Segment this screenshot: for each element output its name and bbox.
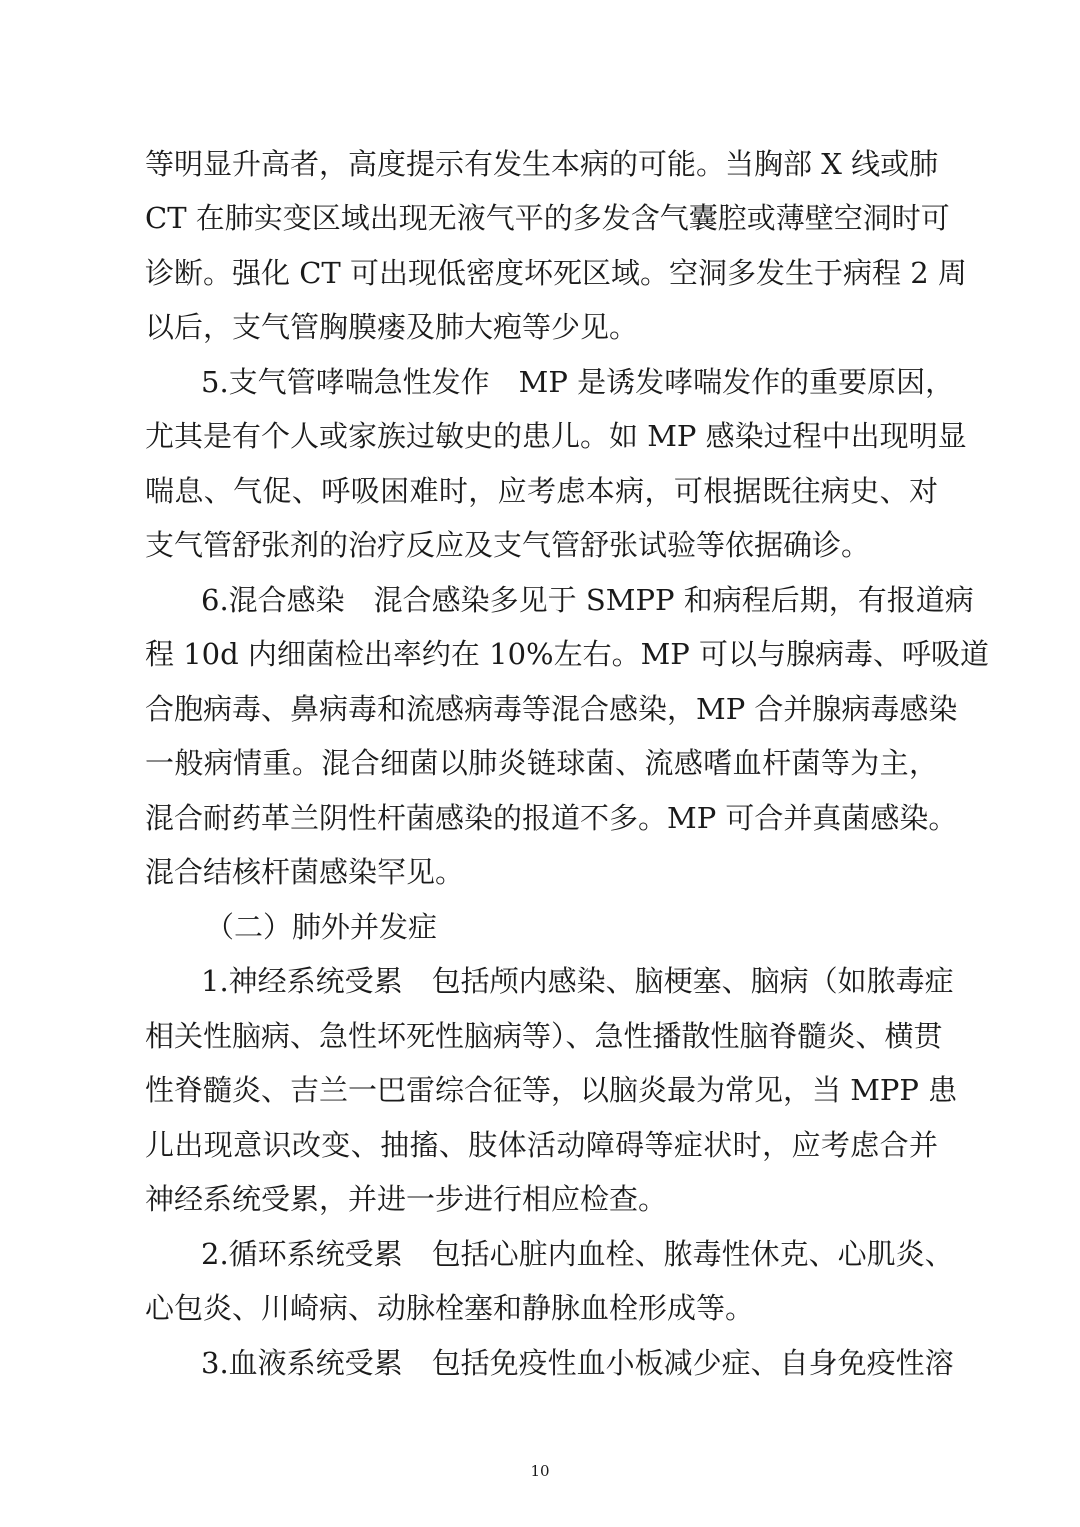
text-line: 诊断。强化 CT 可出现低密度坏死区域。空洞多发生于病程 2 周	[145, 256, 967, 290]
text-line: 神经系统受累，并进一步进行相应检查。	[145, 1182, 668, 1216]
text-line: 2.循环系统受累 包括心脏内血栓、脓毒性休克、心肌炎、	[201, 1237, 954, 1271]
text-line: 相关性脑病、急性坏死性脑病等）、急性播散性脑脊髓炎、横贯	[145, 1019, 943, 1053]
text-line: 儿出现意识改变、抽搐、肢体活动障碍等症状时，应考虑合并	[145, 1128, 938, 1162]
text-line: 1.神经系统受累 包括颅内感染、脑梗塞、脑病（如脓毒症	[201, 964, 954, 998]
text-line: 混合结核杆菌感染罕见。	[145, 855, 465, 889]
text-line: 心包炎、川崎病、动脉栓塞和静脉血栓形成等。	[145, 1291, 755, 1325]
text-line: 支气管舒张剂的治疗反应及支气管舒张试验等依据确诊。	[145, 528, 871, 562]
text-line: 6.混合感染 混合感染多见于 SMPP 和病程后期，有报道病	[201, 583, 974, 617]
text-line: 等明显升高者，高度提示有发生本病的可能。当胸部 X 线或肺	[145, 147, 939, 181]
text-line: 尤其是有个人或家族过敏史的患儿。如 MP 感染过程中出现明显	[145, 419, 967, 453]
text-line: 喘息、气促、呼吸困难时，应考虑本病，可根据既往病史、对	[145, 474, 938, 508]
text-line: 3.血液系统受累 包括免疫性血小板减少症、自身免疫性溶	[201, 1346, 954, 1380]
text-line: 程 10d 内细菌检出率约在 10%左右。MP 可以与腺病毒、呼吸道	[145, 637, 990, 671]
text-line: 混合耐药革兰阴性杆菌感染的报道不多。MP 可合并真菌感染。	[145, 801, 958, 835]
text-line: 合胞病毒、鼻病毒和流感病毒等混合感染，MP 合并腺病毒感染	[145, 692, 958, 726]
text-line: 5.支气管哮喘急性发作 MP 是诱发哮喘发作的重要原因，	[201, 365, 955, 399]
page-number: 10	[530, 1462, 550, 1480]
text-line: 一般病情重。混合细菌以肺炎链球菌、流感嗜血杆菌等为主，	[145, 746, 938, 780]
text-line: CT 在肺实变区域出现无液气平的多发含气囊腔或薄壁空洞时可	[145, 201, 950, 235]
text-line: 以后，支气管胸膜瘘及肺大疱等少见。	[145, 310, 639, 344]
text-line: 性脊髓炎、吉兰一巴雷综合征等，以脑炎最为常见，当 MPP 患	[145, 1073, 958, 1107]
section-heading: （二）肺外并发症	[205, 910, 438, 944]
